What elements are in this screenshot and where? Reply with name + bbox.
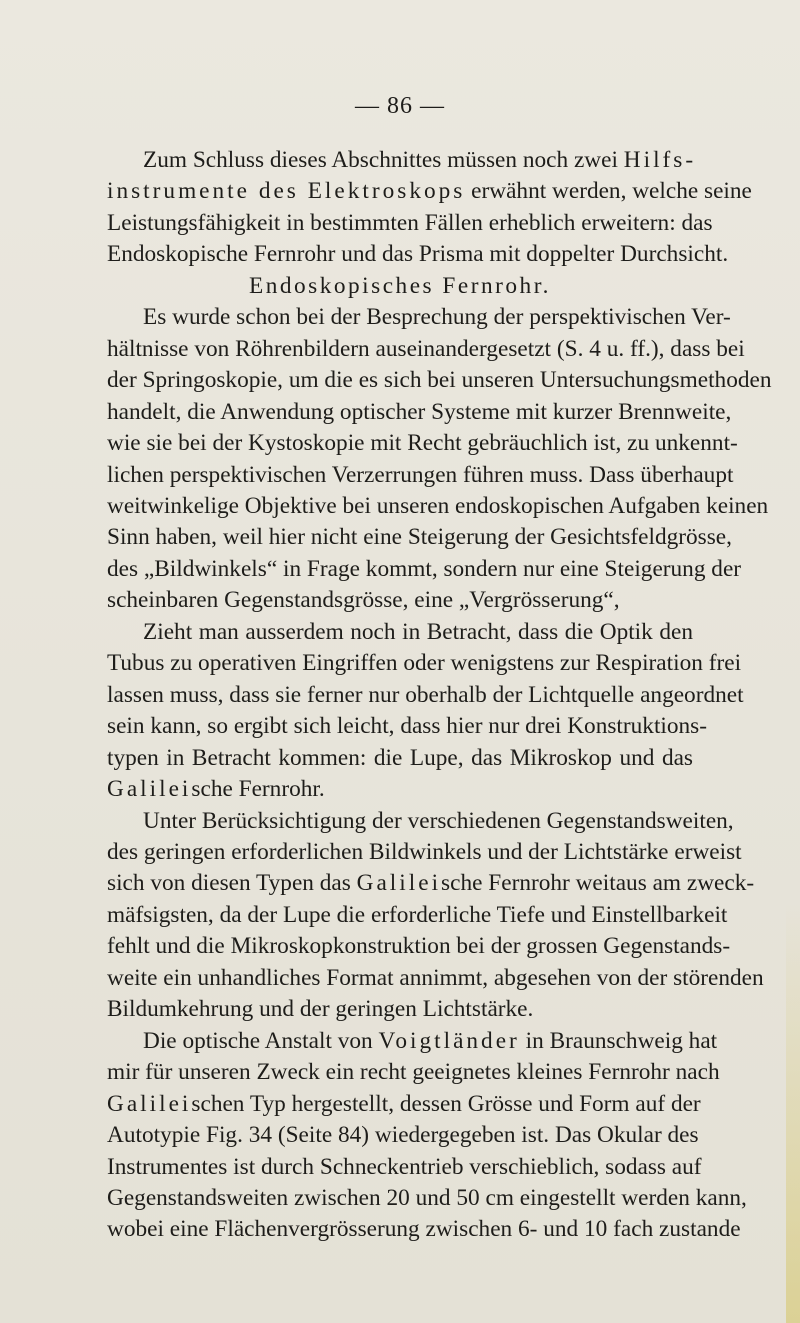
section-heading: Endoskopisches Fernrohr. [248,272,551,299]
text-line: weite ein unhandliches Format annimmt, abgesehen von der störenden [107,964,764,991]
text-line: lassen muss, dass sie ferner nur oberhalb der Lichtquelle angeordnet [107,681,744,708]
spaced-term: Galilei [107,1090,192,1117]
paragraph-voigtlaender [107,1026,747,1246]
text-line: des „Bildwinkels“ in Frage kommt, sondern nur eine Steigerung der [107,555,742,582]
text-line: typen in Betracht kommen: die Lupe, das Mikroskop und das [107,744,693,771]
text-line [107,176,752,207]
text-line: Tubus zu operativen Eingriffen oder wenigstens zur Respiration frei [107,650,742,677]
paragraph-intro [107,145,752,271]
paragraph-galilean-choice [107,806,764,1026]
text-line: Leistungsfähigkeit in bestimmten Fällen erheblich erweitern: das [107,209,713,236]
spaced-term: instrumente des Elektroskops [107,178,466,205]
text-line: Instrumentes ist durch Schneckentrieb verschieblich, sodass auf [107,1153,702,1180]
paragraph-perspective [107,302,772,617]
text-line: Endoskopische Fernrohr und das Prisma mit doppelter Durchsicht. [107,241,729,268]
text-line: fehlt und die Mikroskopkonstruktion bei der grossen Gegenstands- [107,933,731,960]
text-run: Zum Schluss dieses Abschnittes müssen noch zwei [143,147,624,173]
text-line: weitwinkelige Objektive bei unseren endoskopischen Aufgaben keinen [107,492,769,519]
text-run: sche Fernrohr. [191,776,325,803]
body-text [107,145,772,1246]
text-line: Gegenstandsweiten zwischen 20 und 50 cm eingestellt werden kann, [107,1184,747,1211]
spaced-term: Galilei [356,870,442,897]
text-line: handelt, die Anwendung optischer Systeme mit kurzer Brennweite, [107,398,732,425]
text-line: Unter Berücksichtigung der verschiedenen Gegenstandsweiten, [143,807,734,834]
text-line: der Springoskopie, um die es sich bei unseren Untersuchungsmethoden [107,367,772,394]
page-edge-discoloration [786,903,800,1323]
text-line: lichen perspektivischen Verzerrungen führen muss. Dass überhaupt [107,461,734,488]
text-line: wie sie bei der Kystoskopie mit Recht gebräuchlich ist, zu unkennt- [107,430,738,457]
text-line [107,1026,718,1057]
page-number: — 86 — [355,93,445,119]
text-line: wobei eine Flächenvergrösserung zwischen 6- und 10 fach zustande [107,1216,741,1243]
text-line: mäfsigsten, da der Lupe die erforderliche Tiefe und Einstellbarkeit [107,901,728,928]
spaced-term: Hilfs- [623,147,697,173]
text-line [107,774,693,805]
text-run: Die optische Anstalt von [143,1027,379,1054]
text-line: hältnisse von Röhrenbildern auseinandergesetzt (S. 4 u. ff.), dass bei [107,335,745,362]
text-line [107,145,697,176]
text-line [107,1089,701,1120]
text-line: des geringen erforderlichen Bildwinkels und der Lichtstärke erweist [107,838,742,865]
spaced-term: Galilei [107,776,192,803]
text-run: in Braunschweig hat [519,1027,718,1054]
text-run: schen Typ hergestellt, dessen Grösse und Form auf der [191,1090,701,1117]
text-run: sich von diesen Typen das [107,870,357,897]
paragraph-construction-types [107,617,744,806]
text-run: erwähnt werden, welche seine [465,178,752,205]
text-line: mir für unseren Zweck ein recht geeignetes kleines Fernrohr nach [107,1059,720,1086]
text-run: sche Fernrohr weitaus am zweck- [441,870,755,897]
text-line: Bildumkehrung und der geringen Lichtstärke. [107,996,534,1023]
text-line: Es wurde schon bei der Besprechung der perspektivischen Ver- [143,304,731,331]
text-line: Zieht man ausserdem noch in Betracht, dass die Optik den [143,618,693,645]
text-line: Sinn haben, weil hier nicht eine Steigerung der Gesichtsfeldgrösse, [107,524,732,551]
text-line: scheinbaren Gegenstandsgrösse, eine „Vergrösserung“, [107,587,620,614]
text-line [107,868,755,899]
text-line: sein kann, so ergibt sich leicht, dass hier nur drei Konstruktions- [107,713,708,740]
text-line: Autotypie Fig. 34 (Seite 84) wiedergegeben ist. Das Okular des [107,1122,699,1149]
spaced-term: Voigtländer [378,1027,520,1054]
